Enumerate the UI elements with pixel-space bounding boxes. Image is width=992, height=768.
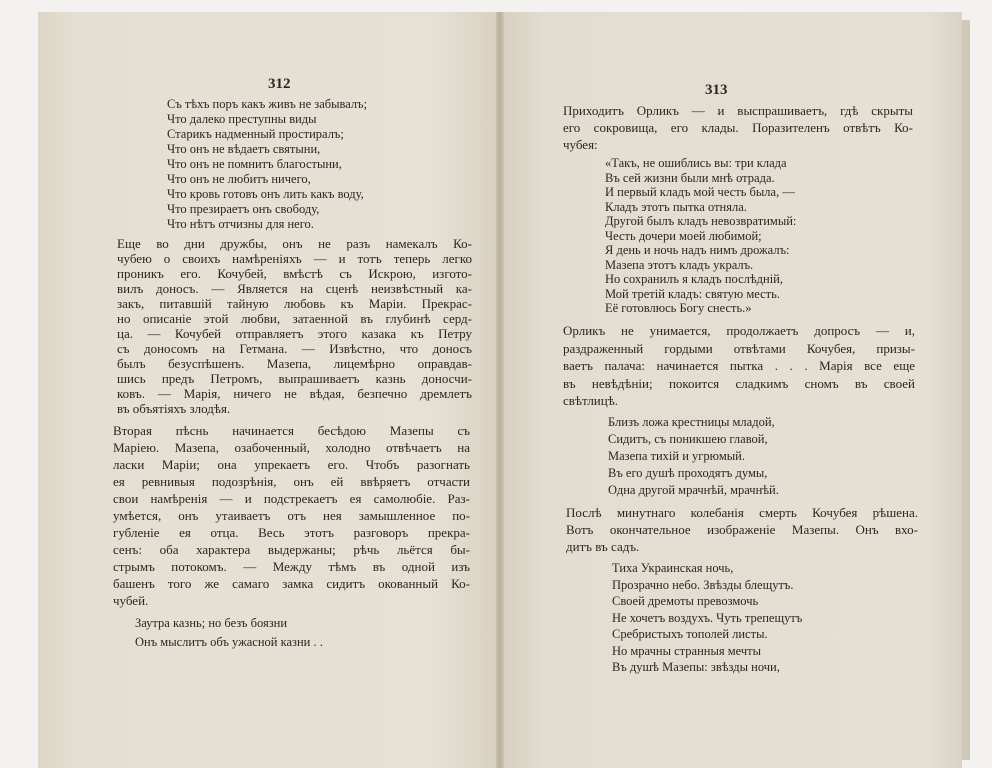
paragraph [113,422,470,609]
text-line: Что онъ не помнитъ благостыни, [167,157,342,171]
text-line: Что онъ не вѣдаетъ святыни, [167,142,321,156]
text-line: свѣтлицѣ. [563,393,619,408]
text-line: Въ сей жизни были мнѣ отрада. [605,170,775,185]
text-line: Тиха Украинская ночь, [612,561,734,575]
text-line: чубей. [113,593,149,608]
text-line: Онъ мыслитъ объ ужасной казни . . [135,635,323,649]
text-line: Не хочетъ воздухъ. Чуть трепещутъ [612,610,803,625]
text-line: Послѣ минутнаго колебанія смерть Кочубея рѣшена. [566,505,918,520]
text-line: Своей дремоты превозмочь [612,594,759,608]
text-line: Но сохранилъ я кладъ послѣдній, [605,272,783,286]
verse-block [135,614,323,652]
paragraph [117,236,472,416]
text-line: но описаніе этой любви, затаенной въ глубинѣ серд- [117,311,472,326]
text-line: Прозрачно небо. Звѣзды блещутъ. [612,577,794,592]
text-line: стрымъ потокомъ. — Между тѣмъ въ одной изъ [113,559,470,574]
text-line: Её готовлюсь Богу снесть.» [605,301,752,315]
verse-block [608,414,779,499]
text-line: Что нѣтъ отчизны для него. [167,217,314,231]
text-line: дитъ въ садъ. [566,539,640,554]
text-line: Кладъ этотъ пытка отняла. [605,199,747,214]
text-line: въ объятіяхъ злодѣя. [117,401,231,416]
text-line: губленіе ея отца. Весь этотъ разговоръ прекра- [113,525,470,540]
text-line: былъ безуспѣшенъ. Мазепа, лицемѣрно оправдав- [117,356,472,371]
text-line: съ доносомъ на Гетмана. — Извѣстно, что доносъ [117,341,472,356]
text-line: Что онъ не любитъ ничего, [167,172,311,186]
text-line: Приходитъ Орликъ — и выспрашиваетъ, гдѣ скрыты [563,103,913,118]
text-line: Вторая пѣснь начинается бесѣдою Мазепы съ [113,423,470,438]
text-line: Сребристыхъ тополей листы. [612,627,768,641]
text-line: И первый кладъ мой честь была, — [605,185,795,199]
text-line: Заутра казнь; но безъ боязни [135,616,288,630]
text-line: Орликъ не унимается, продолжаетъ допросъ — и, [563,323,915,338]
text-line: свои намѣренія — и подстрекаетъ ея самолюбіе. Раз- [113,491,470,506]
text-line: ваетъ палача: начинается пытка . . . Марія все еще [563,358,915,373]
verse-block [167,97,367,232]
text-line: Одна другой мрачнѣй, мрачнѣй. [608,483,779,497]
text-line: чубея: [563,137,598,152]
book-gutter [496,12,504,768]
text-line: Другой былъ кладъ невозвратимый: [605,214,797,228]
text-line: Въ душѣ Мазепы: звѣзды ночи, [612,660,780,674]
text-line: умѣется, онъ утаиваетъ отъ нея замышленное по- [113,508,470,523]
text-line: чубею о своихъ намѣреніяхъ — и тотъ теперь легко [117,251,472,266]
text-line: ласки Маріи; она упрекаетъ его. Чтобъ разогнать [113,457,470,472]
page-number: 312 [268,76,291,92]
text-line: Вотъ окончательное изображеніе Мазепы. Онъ вхо- [566,522,918,537]
text-line: Въ его душѣ проходятъ думы, [608,466,768,480]
text-line: его сокровища, его клады. Поразителенъ отвѣтъ Ко- [563,120,913,135]
text-line: Что далеко преступны виды [167,112,317,126]
text-line: Я день и ночь надъ нимъ дрожалъ: [605,243,790,257]
verse-block [612,560,802,676]
text-line: Старикъ надменный простиралъ; [167,127,344,141]
text-line: Маріею. Мазепа, озабоченный, холодно отвѣчаетъ на [113,440,470,455]
text-line: башенъ того же самаго замка сидитъ окованный Ко- [113,576,470,591]
text-line: Съ тѣхъ поръ какъ живъ не забывалъ; [167,97,368,111]
paragraph [563,322,915,410]
paragraph [563,102,913,153]
text-line: Честь дочери моей любимой; [605,228,762,243]
text-line: ца. — Кочубей отправляетъ этого казака къ Петру [117,326,472,341]
page-edge [962,20,970,760]
text-line: вилъ доносъ. — Является на сценѣ неизвѣстный ка- [117,281,472,296]
text-line: ковъ. — Марія, ничего не вѣдая, безпечно дремлетъ [117,386,472,401]
text-line: Что презираетъ онъ свободу, [167,202,320,216]
text-line: раздраженный гордыми отвѣтами Кочубея, призы- [563,340,915,356]
text-line: ея ревнивыя подозрѣнія, онъ ей ввѣряетъ отчасти [113,474,470,489]
text-line: Мазепа тихій и угрюмый. [608,449,745,463]
paragraph [566,504,918,555]
text-line: сенъ: оба характера выдержаны; рѣчь льётся бы- [113,542,470,557]
text-line: Но мрачны странныя мечты [612,643,762,658]
verse-block [605,156,796,316]
page-number: 313 [705,82,728,98]
text-line: Мой третій кладъ: святую месть. [605,286,780,301]
text-line: Близъ ложа крестницы младой, [608,415,775,429]
text-line: Мазепа этотъ кладъ укралъ. [605,257,754,272]
text-line: Что кровь готовъ онъ лить какъ воду, [167,187,364,201]
text-line: Сидитъ, съ поникшею главой, [608,432,768,446]
text-line: закъ, питавшій тайную любовь къ Маріи. Прекрас- [117,296,472,311]
text-line: Еще во дни дружбы, онъ не разъ намекалъ Ко- [117,236,472,251]
text-line: шись предъ Петромъ, выпрашиваетъ казнь доносчи- [117,371,472,386]
text-line: проникъ его. Кочубей, вмѣстѣ съ Искрою, изгото- [117,266,472,281]
text-line: «Такъ, не ошиблись вы: три клада [605,156,787,170]
text-line: въ невѣдѣніи; покоится сладкимъ сномъ въ своей [563,375,915,391]
